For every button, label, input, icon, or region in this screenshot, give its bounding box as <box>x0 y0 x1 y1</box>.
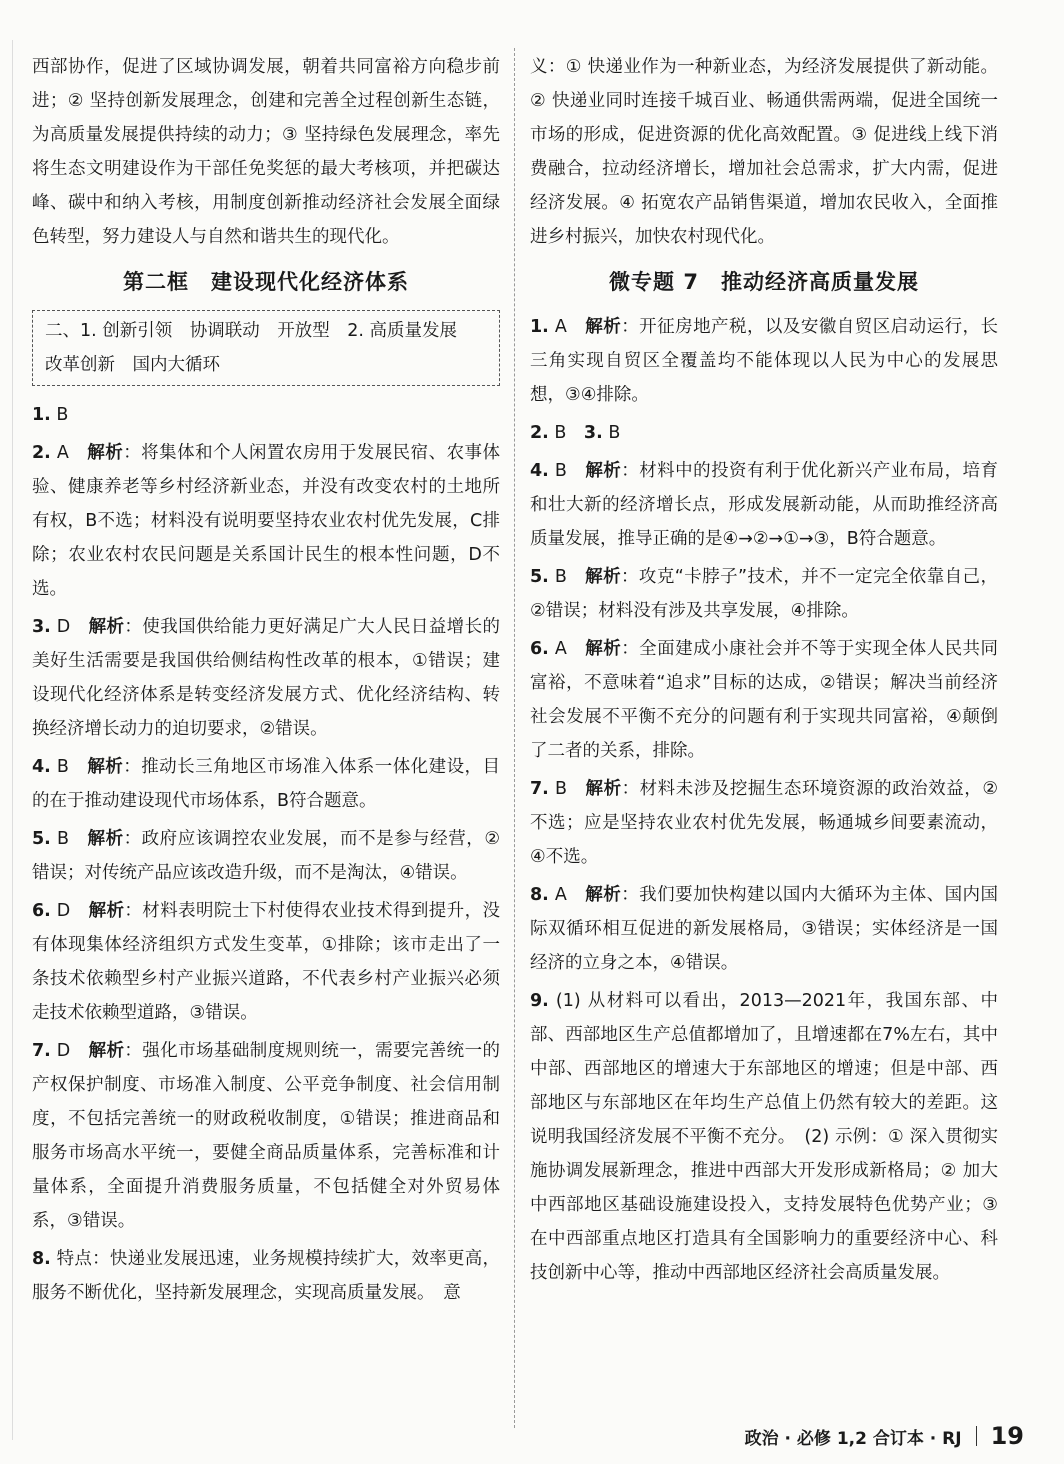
column-divider <box>514 48 515 1428</box>
answer-item: 4. B 解析：推动长三角地区市场准入体系一体化建设，目的在于推动建设现代市场体系，B符合题意。 <box>32 757 501 811</box>
page-number: 19 <box>990 1422 1024 1450</box>
answer-item: 7. D 解析：强化市场基础制度规则统一，需要完善统一的产权保护制度、市场准入制度、公平竞争制度、社会信用制度，不包括完善统一的财政税收制度，①错误；推进商品和服务市场高水平统一，要健全商品质量体系，完善标准和计量体系，全面提升消费服务质量，不包括健全对外贸易体系，③错误。 <box>32 1041 500 1231</box>
fill-in-answer-box: 二、1. 创新引领 协调联动 开放型 2. 高质量发展 改革创新 国内大循环 <box>32 310 500 386</box>
answer-item: 6. D 解析：材料表明院士下村使得农业技术得到提升，没有体现集体经济组织方式发生变革，①排除；该市走出了一条技术依赖型乡村产业振兴道路，不代表乡村产业振兴必须走技术依赖型道路，③错误。 <box>32 901 500 1023</box>
answer-item: 5. B 解析：攻克“卡脖子”技术，并不一定完全依靠自己，②错误；材料没有涉及共享发展，④排除。 <box>530 567 998 621</box>
section-title-left <box>32 264 500 300</box>
section-title-right-name: 推动经济高质量发展 <box>720 270 919 294</box>
answer-item: 5. B 解析：政府应该调控农业发展，而不是参与经营，②错误；对传统产品应该改造升级，而不是淘汰，④错误。 <box>32 829 501 883</box>
answer-item: 8. A 解析：我们要加快构建以国内大循环为主体、国内国际双循环相互促进的新发展格局，③错误；实体经济是一国经济的立身之本，④错误。 <box>530 885 999 973</box>
answer-item: 7. B 解析：材料未涉及挖掘生态环境资源的政治效益，②不选；应是坚持农业农村优先发展，畅通城乡间要素流动，④不选。 <box>530 779 999 867</box>
left-column <box>32 50 500 1310</box>
answer-item: 8. 特点：快递业发展迅速，业务规模持续扩大，效率更高，服务不断优化，坚持新发展理念，实现高质量发展。 意 <box>32 1249 500 1303</box>
answer-item: 2. A 解析：将集体和个人闲置农房用于发展民宿、农事体验、健康养老等乡村经济新业态，并没有改变农村的土地所有权，B不选；材料没有说明要坚持农业农村优先发展，C排除；农业农村农民问题是关系国计民生的根本性问题，D不选。 <box>32 443 501 599</box>
footer-separator <box>976 1426 977 1446</box>
answer-item: 1. B <box>32 405 69 425</box>
answer-item: 6. A 解析：全面建成小康社会并不等于实现全体人民共同富裕，不意味着“追求”目标的达成，②错误；解决当前经济社会发展不平衡不充分的问题有利于实现共同富裕，④颠倒了二者的关系，排除。 <box>530 639 999 761</box>
section-title-right <box>530 264 998 300</box>
page-footer <box>745 1418 1024 1454</box>
section-title-left-label: 第二框 <box>123 270 189 294</box>
book-title: 政治 · 必修 1,2 合订本 · RJ <box>744 1428 962 1449</box>
right-intro-text: 义：① 快递业作为一种新业态，为经济发展提供了新动能。② 快递业同时连接千城百业、畅通供需两端，促进全国统一市场的形成，促进资源的优化高效配置。③ 促进线上线下消费融合，拉动经济增长，增加社会总需求，扩大内需，促进经济发展。④ 拓宽农产品销售渠道，增加农民收入，全面推进乡村振兴，加快农村现代化。 <box>530 57 998 247</box>
answer-item: 1. A 解析：开征房地产税，以及安徽自贸区启动运行，长三角实现自贸区全覆盖均不能体现以人民为中心的发展思想，③④排除。 <box>530 317 999 405</box>
answer-item: 3. D 解析：使我国供给能力更好满足广大人民日益增长的美好生活需要是我国供给侧结构性改革的根本，①错误；建设现代化经济体系是转变经济发展方式、优化经济结构、转换经济增长动力的迫切要求，②错误。 <box>32 617 500 739</box>
section-title-right-label: 微专题 7 <box>609 270 699 294</box>
right-column <box>530 50 998 1290</box>
answer-item: 4. B 解析：材料中的投资有利于优化新兴产业布局，培育和壮大新的经济增长点，形成发展新动能，从而助推经济高质量发展，推导正确的是④→②→①→③，B符合题意。 <box>530 461 999 549</box>
binding-edge <box>0 40 13 1440</box>
section-title-left-name: 建设现代化经济体系 <box>211 270 409 294</box>
answer-item: 9. (1) 从材料可以看出，2013—2021年，我国东部、中部、西部地区生产总值都增加了，且增速都在7%左右，其中中部、西部地区的增速大于东部地区的增速；但是中部、西部地区与东部地区在年均生产总值上仍然有较大的差距。这说明我国经济发展不平衡不充分。 (2) 示例：① 深入贯彻实施协调发展新理念，推进中西部大开发形成新格局；② 加大中西部地区基础设施建设投入，支持发展特色优势产业；③ 在中西部重点地区打造具有全国影响力的重要经济中心、科技创新中心等，推动中西部地区经济社会高质量发展。 <box>530 991 998 1283</box>
answer-item: 2. B 3. B <box>530 423 621 443</box>
left-intro-text: 西部协作，促进了区域协调发展，朝着共同富裕方向稳步前进；② 坚持创新发展理念，创建和完善全过程创新生态链，为高质量发展提供持续的动力；③ 坚持绿色发展理念，率先将生态文明建设作为干部任免奖惩的最大考核项，并把碳达峰、碳中和纳入考核，用制度创新推动经济社会发展全面绿色转型，努力建设人与自然和谐共生的现代化。 <box>32 57 500 247</box>
